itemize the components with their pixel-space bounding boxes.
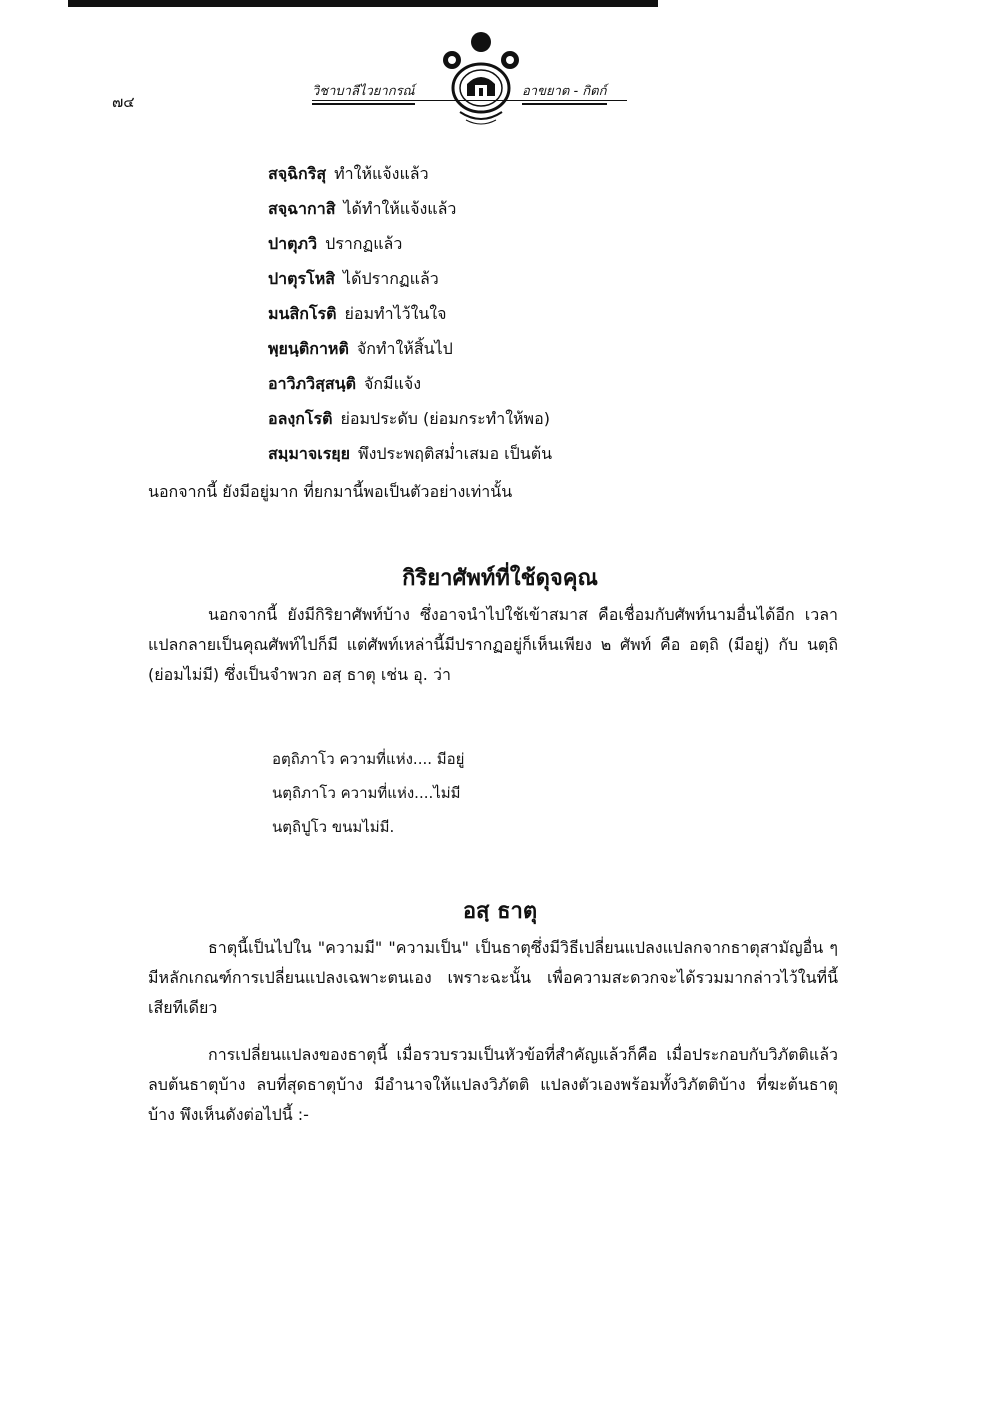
pali-term: สจฺฉากาสิ [268, 199, 336, 218]
vocabulary-item [268, 160, 552, 195]
page-number: ๗๔ [112, 93, 135, 111]
vocabulary-item [268, 265, 552, 300]
section-paragraph: นอกจากนี้ ยังมีกิริยาศัพท์บ้าง ซึ่งอาจนำไปใช้เข้าสมาส คือเชื่อมกับศัพท์นามอื่นได้อีก เวลาแปลกลายเป็นคุณศัพท์ไปก็มี แต่ศัพท์เหล่านี้มีปรากฏอยู่ก็เห็นเพียง ๒ ศัพท์ คือ อตฺถิ (มีอยู่) กับ นตฺถิ (ย่อมไม่มี) ซึ่งเป็นจำพวก อสฺ ธาตุ เช่น อุ. ว่า [148, 605, 838, 684]
header-book-title: วิชาบาลีไวยากรณ์ [312, 80, 415, 105]
vocabulary-item [268, 300, 552, 335]
thai-meaning: ทำให้แจ้งแล้ว [334, 164, 429, 183]
section-paragraph: การเปลี่ยนแปลงของธาตุนี้ เมื่อรวบรวมเป็นหัวข้อที่สำคัญแล้วก็คือ เมื่อประกอบกับวิภัตติแล้ว ลบต้นธาตุบ้าง ลบที่สุดธาตุบ้าง มีอำนาจให้แปลงวิภัตติ แปลงตัวเองพร้อมทั้งวิภัตติบ้าง ที่ฆะต้นธาตุบ้าง พึงเห็นดังต่อไปนี้ :- [148, 1045, 838, 1124]
pali-term: สจฺฉิกริสุ [268, 164, 327, 183]
thai-meaning: ได้ปรากฏแล้ว [343, 269, 439, 288]
example-item: อตฺถิภาโว ความที่แห่ง.... มีอยู่ [272, 750, 465, 768]
example-list [272, 745, 464, 847]
vocabulary-item [268, 335, 552, 370]
thai-meaning: ปรากฏแล้ว [325, 234, 403, 253]
thai-meaning: ย่อมประดับ (ย่อมกระทำให้พอ) [340, 409, 550, 428]
thai-meaning: จักทำให้สิ้นไป [356, 339, 453, 358]
thai-meaning: จักมีแจ้ง [363, 374, 422, 393]
vocabulary-item [268, 195, 552, 230]
section-heading-as-root: อสฺ ธาตุ [462, 899, 538, 924]
vocabulary-item [268, 440, 552, 475]
vocabulary-item [268, 230, 552, 265]
vocabulary-item [268, 370, 552, 405]
institution-seal-icon [440, 30, 522, 130]
vocabulary-closing-line: นอกจากนี้ ยังมีอยู่มาก ที่ยกมานี้พอเป็นตัวอย่างเท่านั้น [148, 482, 513, 501]
section-heading-verbs-as-adjectives: กิริยาศัพท์ที่ใช้ดุจคุณ [402, 566, 598, 591]
pali-term: มนสิกโรติ [268, 304, 337, 323]
pali-term: ปาตุภวิ [268, 234, 318, 253]
example-item: นตฺถิปูโว ขนมไม่มี. [272, 818, 395, 836]
pali-term: อาวิภวิสฺสนฺติ [268, 374, 356, 393]
top-border-bar [68, 0, 658, 7]
thai-meaning: พึงประพฤติสม่ำเสมอ เป็นต้น [358, 444, 553, 463]
pali-term: ปาตุรโหสิ [268, 269, 336, 288]
pali-term: อลงฺกโรติ [268, 409, 333, 428]
thai-meaning: ได้ทำให้แจ้งแล้ว [343, 199, 457, 218]
section-paragraph: ธาตุนี้เป็นไปใน "ความมี" "ความเป็น" เป็นธาตุซึ่งมีวิธีเปลี่ยนแปลงแปลกจากธาตุสามัญอื่น ๆ มีหลักเกณฑ์การเปลี่ยนแปลงเฉพาะตนเอง เพราะฉะนั้น เพื่อความสะดวกจะได้รวมมากล่าวไว้ในที่นี้เสียทีเดียว [148, 938, 838, 1017]
vocabulary-item [268, 405, 552, 440]
example-item: นตฺถิภาโว ความที่แห่ง....ไม่มี [272, 784, 461, 802]
header-chapter-title: อาขยาต - กิตก์ [522, 80, 607, 105]
pali-term: พฺยนฺติกาหติ [268, 339, 349, 358]
thai-meaning: ย่อมทำไว้ในใจ [344, 304, 447, 323]
pali-term: สมฺมาจเรยฺย [268, 444, 351, 463]
vocabulary-list [268, 160, 552, 475]
